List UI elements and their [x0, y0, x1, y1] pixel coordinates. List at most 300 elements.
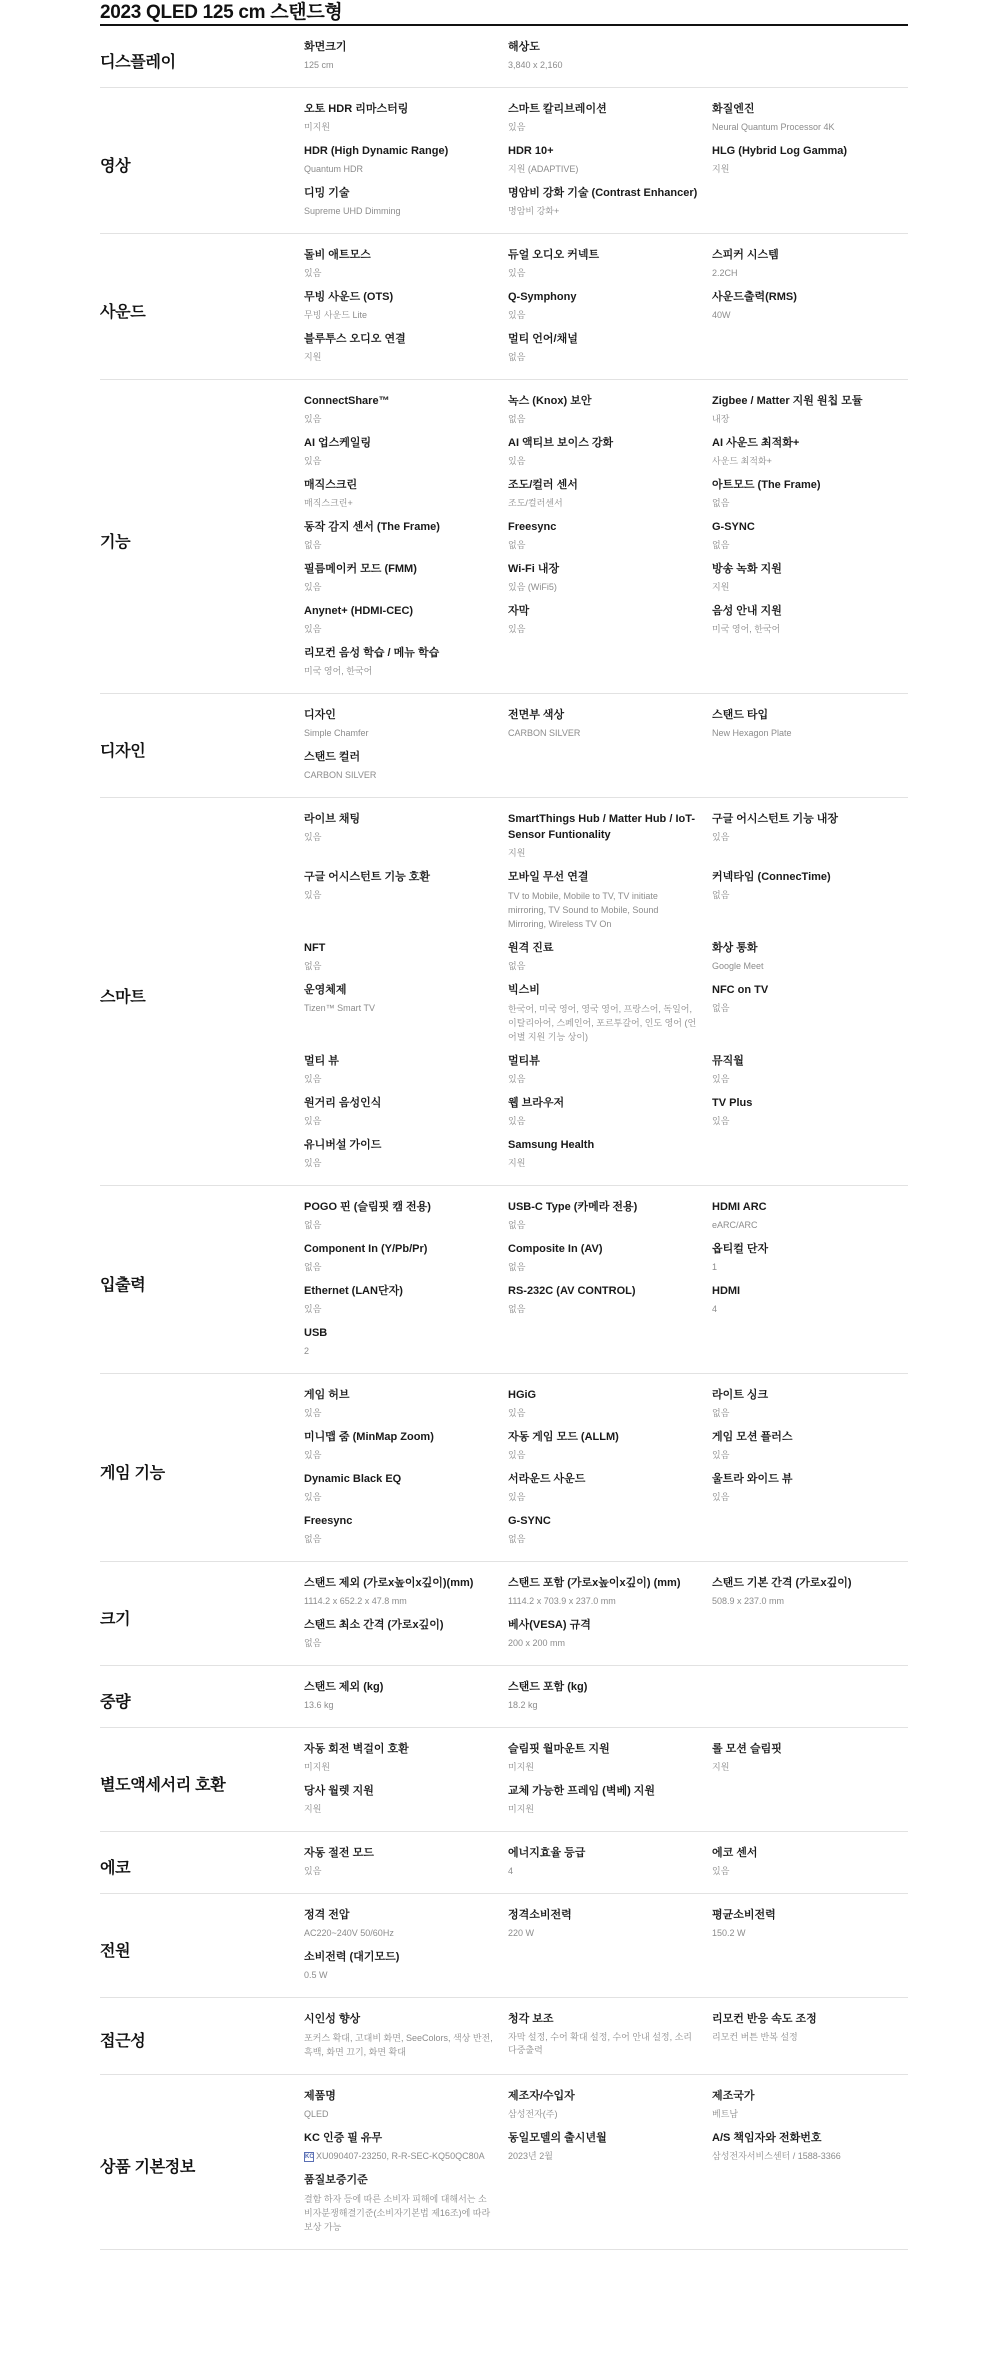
spec-label: 디자인	[304, 709, 336, 721]
spec-value: Simple Chamfer	[304, 728, 369, 738]
spec-item	[508, 1679, 712, 1712]
spec-label: 원거리 음성인식	[304, 1097, 382, 1109]
section-title: 상품 기본정보	[100, 2159, 196, 2176]
spec-label: Wi-Fi 내장	[508, 563, 560, 575]
spec-label: HDR 10+	[508, 145, 554, 157]
spec-label: 옵티컬 단자	[712, 1243, 769, 1255]
spec-item	[304, 561, 508, 594]
spec-section	[100, 380, 908, 694]
spec-label: AI 업스케일링	[304, 437, 372, 449]
spec-item	[304, 940, 508, 973]
spec-value: 2023년 2월	[508, 2151, 553, 2161]
section-title: 스마트	[100, 988, 146, 1006]
spec-label: 동일모델의 출시년월	[508, 2132, 607, 2144]
spec-value: 있음	[508, 122, 526, 132]
spec-value: 2.2CH	[712, 268, 738, 278]
spec-value: 있음	[304, 456, 322, 466]
spec-value: 있음	[304, 582, 322, 592]
section-title: 전원	[100, 1942, 131, 1960]
spec-item	[712, 1283, 908, 1316]
spec-item	[712, 1095, 908, 1128]
spec-value: 1	[712, 1262, 718, 1272]
spec-item	[304, 982, 508, 1044]
spec-label: TV Plus	[712, 1097, 753, 1109]
spec-label: 빅스비	[508, 984, 540, 996]
spec-label: NFC on TV	[712, 984, 769, 996]
spec-section	[100, 694, 908, 798]
spec-item	[508, 982, 712, 1044]
spec-value: 있음	[304, 1492, 322, 1502]
spec-grid	[304, 1741, 908, 1825]
spec-item	[304, 101, 508, 134]
spec-section	[100, 234, 908, 380]
spec-value: 지원	[508, 848, 526, 858]
spec-label: 오토 HDR 리마스터링	[304, 103, 409, 115]
spec-item	[508, 1783, 712, 1816]
spec-item	[508, 1429, 712, 1462]
spec-label: 스탠드 포함 (가로x높이x깊이) (mm)	[508, 1577, 681, 1589]
spec-label: 스탠드 최소 간격 (가로x깊이)	[304, 1619, 444, 1631]
spec-item	[712, 707, 908, 740]
spec-label: 자동 게임 모드 (ALLM)	[508, 1431, 619, 1443]
spec-item	[712, 811, 908, 860]
spec-grid	[304, 2088, 908, 2243]
spec-item	[508, 143, 712, 176]
spec-value: 150.2 W	[712, 1928, 746, 1938]
spec-value: 없음	[304, 961, 322, 971]
spec-grid	[304, 811, 908, 1179]
spec-label: 해상도	[508, 41, 540, 53]
spec-label: 블루투스 오디오 연결	[304, 333, 406, 345]
spec-label: Zigbee / Matter 지원 원칩 모듈	[712, 395, 863, 407]
spec-value: 125 cm	[304, 60, 334, 70]
spec-item	[304, 1325, 508, 1358]
spec-section	[100, 1666, 908, 1728]
spec-label: 멀티뷰	[508, 1055, 540, 1067]
spec-item	[508, 289, 712, 322]
spec-label: 동작 감지 센서 (The Frame)	[304, 521, 440, 533]
spec-value: 있음	[508, 1450, 526, 1460]
spec-label: 시인성 향상	[304, 2013, 361, 2025]
spec-item	[304, 519, 508, 552]
spec-value: 있음	[304, 1074, 322, 1084]
spec-item	[712, 2011, 908, 2059]
spec-item	[304, 869, 508, 931]
spec-label: 필름메이커 모드 (FMM)	[304, 563, 417, 575]
spec-item	[508, 1471, 712, 1504]
section-title: 게임 기능	[100, 1464, 165, 1482]
spec-label: 소비전력 (대기모드)	[304, 1951, 400, 1963]
spec-value: 200 x 200 mm	[508, 1638, 566, 1648]
spec-value: Quantum HDR	[304, 164, 364, 174]
spec-item	[508, 561, 712, 594]
spec-value: 없음	[304, 1638, 322, 1648]
spec-value: Supreme UHD Dimming	[304, 206, 401, 216]
spec-label: 뮤직월	[712, 1055, 744, 1067]
spec-value: 명암비 강화+	[508, 206, 560, 216]
spec-value: 지원	[712, 164, 730, 174]
spec-label: Ethernet (LAN단자)	[304, 1285, 403, 1297]
spec-value: 있음	[508, 1074, 526, 1084]
spec-item	[508, 603, 712, 636]
spec-label: 화질엔진	[712, 103, 755, 115]
spec-value: 한국어, 미국 영어, 영국 영어, 프랑스어, 독일어, 이탈리아어, 스페인어, 포르투갈어, 인도 영어 (언어별 지원 기능 상이)	[508, 1004, 697, 1042]
spec-value: CARBON SILVER	[508, 728, 581, 738]
section-title: 영상	[100, 157, 131, 175]
spec-grid	[304, 1575, 908, 1659]
spec-label: AI 액티브 보이스 강화	[508, 437, 614, 449]
spec-label: 울트라 와이드 뷰	[712, 1473, 793, 1485]
spec-item	[304, 2130, 508, 2163]
spec-value: 있음	[508, 268, 526, 278]
spec-label: 제품명	[304, 2090, 336, 2102]
spec-item	[712, 519, 908, 552]
spec-label: A/S 책임자와 전화번호	[712, 2132, 822, 2144]
spec-value: 있음 (WiFi5)	[508, 582, 557, 592]
section-title: 디스플레이	[100, 53, 176, 71]
section-title: 접근성	[100, 2033, 146, 2050]
spec-item	[712, 982, 908, 1044]
spec-item	[508, 1387, 712, 1420]
spec-item	[508, 185, 712, 218]
spec-value: TV to Mobile, Mobile to TV, TV initiate mirroring, TV Sound to Mobile, Sound Mirroring, Wireless TV On	[508, 891, 659, 929]
spec-grid	[304, 247, 908, 373]
spec-item	[508, 1741, 712, 1774]
spec-item	[712, 2088, 908, 2121]
spec-label: 화상 통화	[712, 942, 758, 954]
spec-label: 모바일 무선 연결	[508, 871, 589, 883]
spec-value: 있음	[712, 1492, 730, 1502]
spec-value: 지원	[712, 1762, 730, 1772]
spec-item	[304, 707, 508, 740]
spec-label: Freesync	[508, 521, 557, 533]
spec-value: 자막 설정, 수어 확대 설정, 수어 안내 설정, 소리 다중출력	[508, 2032, 692, 2055]
spec-item	[712, 143, 908, 176]
spec-value: 없음	[508, 961, 526, 971]
spec-value: 없음	[508, 1220, 526, 1230]
spec-label: 돌비 애트모스	[304, 249, 371, 261]
spec-item	[712, 561, 908, 594]
spec-section	[100, 1894, 908, 1998]
spec-label: 웹 브라우저	[508, 1097, 565, 1109]
spec-value: 지원 (ADAPTIVE)	[508, 164, 579, 174]
spec-section	[100, 1562, 908, 1666]
spec-label: 스탠드 제외 (가로x높이x깊이)(mm)	[304, 1577, 474, 1589]
spec-value: 0.5 W	[304, 1970, 328, 1980]
spec-value: 없음	[304, 540, 322, 550]
spec-section	[100, 1728, 908, 1832]
spec-item	[508, 1907, 712, 1940]
spec-value: 있음	[508, 1116, 526, 1126]
spec-value: 없음	[508, 1304, 526, 1314]
spec-value: 내장	[712, 414, 730, 424]
spec-value: 없음	[712, 1408, 730, 1418]
spec-value: 있음	[712, 1450, 730, 1460]
spec-value: 3,840 x 2,160	[508, 60, 563, 70]
spec-label: Composite In (AV)	[508, 1243, 603, 1255]
section-title: 중량	[100, 1693, 131, 1711]
spec-item	[712, 435, 908, 468]
spec-value: 없음	[712, 890, 730, 900]
spec-value: QLED	[304, 2109, 329, 2119]
spec-grid	[304, 1199, 908, 1367]
spec-label: 라이브 채팅	[304, 813, 361, 825]
spec-label: 에코 센서	[712, 1847, 758, 1859]
spec-value: 미지원	[508, 1804, 535, 1814]
spec-value: 있음	[304, 832, 322, 842]
spec-value: 없음	[508, 352, 526, 362]
spec-value: 없음	[304, 1534, 322, 1544]
spec-value: 있음	[304, 1116, 322, 1126]
spec-item	[304, 247, 508, 280]
spec-label: 유니버설 가이드	[304, 1139, 382, 1151]
spec-value: 삼성전자서비스센터 / 1588-3366	[712, 2151, 841, 2161]
spec-label: 구글 어시스턴트 기능 호환	[304, 871, 431, 883]
spec-item	[508, 811, 712, 860]
spec-item	[304, 1949, 508, 1982]
spec-value: 포커스 확대, 고대비 화면, SeeColors, 색상 반전, 흑백, 화면 끄기, 화면 확대	[304, 2033, 493, 2057]
spec-item	[304, 1283, 508, 1316]
spec-label: POGO 핀 (슬림핏 캠 전용)	[304, 1201, 431, 1213]
spec-label: 명암비 강화 기술 (Contrast Enhancer)	[508, 187, 698, 199]
spec-grid	[304, 2011, 908, 2068]
spec-section	[100, 1374, 908, 1562]
section-title: 크기	[100, 1610, 131, 1628]
spec-item	[304, 289, 508, 322]
spec-value: 없음	[508, 1262, 526, 1272]
spec-value: 2	[304, 1346, 310, 1356]
spec-label: 스탠드 타입	[712, 709, 769, 721]
spec-grid	[304, 1845, 908, 1887]
spec-value: Google Meet	[712, 961, 764, 971]
spec-label: 정격 전압	[304, 1909, 350, 1921]
spec-label: 멀티 언어/채널	[508, 333, 578, 345]
spec-label: USB-C Type (카메라 전용)	[508, 1201, 638, 1213]
spec-label: 베사(VESA) 규격	[508, 1619, 591, 1631]
spec-value: eARC/ARC	[712, 1220, 758, 1230]
spec-label: 리모컨 음성 학습 / 메뉴 학습	[304, 647, 440, 659]
spec-item	[508, 2130, 712, 2163]
spec-item	[304, 2172, 508, 2234]
kc-number: XU090407-23250, R-R-SEC-KQ50QC80A	[316, 2151, 485, 2161]
spec-item	[508, 1575, 712, 1608]
spec-label: Component In (Y/Pb/Pr)	[304, 1243, 428, 1255]
spec-label: 멀티 뷰	[304, 1055, 339, 1067]
spec-value: 4	[508, 1866, 514, 1876]
spec-label: 커넥타임 (ConnecTime)	[712, 871, 831, 883]
spec-value: Tizen™ Smart TV	[304, 1003, 376, 1013]
section-title: 기능	[100, 533, 131, 551]
spec-item	[304, 1783, 508, 1816]
spec-value: 있음	[508, 456, 526, 466]
spec-value: 조도/컬러센서	[508, 498, 563, 508]
spec-value: 없음	[508, 1534, 526, 1544]
spec-value: 미지원	[508, 1762, 535, 1772]
spec-label: 스마트 칼리브레이션	[508, 103, 607, 115]
spec-value: CARBON SILVER	[304, 770, 377, 780]
spec-label: 디밍 기술	[304, 187, 350, 199]
spec-value: 베트남	[712, 2109, 739, 2119]
spec-value: 1114.2 x 703.9 x 237.0 mm	[508, 1596, 616, 1606]
spec-item	[304, 2088, 508, 2121]
spec-grid	[304, 1907, 908, 1991]
spec-label: G-SYNC	[508, 1515, 551, 1527]
spec-label: HLG (Hybrid Log Gamma)	[712, 145, 848, 157]
spec-label: NFT	[304, 942, 326, 954]
spec-label: 에너지효율 등급	[508, 1847, 586, 1859]
spec-item	[712, 289, 908, 322]
spec-label: 리모컨 반응 속도 조정	[712, 2013, 817, 2025]
spec-item	[508, 1137, 712, 1170]
spec-item	[304, 1429, 508, 1462]
spec-value: 있음	[304, 624, 322, 634]
spec-label: 제조자/수입자	[508, 2090, 575, 2102]
spec-value: 없음	[304, 1220, 322, 1230]
spec-item	[304, 1741, 508, 1774]
spec-item	[712, 2130, 908, 2163]
spec-label: 게임 모션 플러스	[712, 1431, 793, 1443]
spec-item	[304, 1241, 508, 1274]
spec-item	[304, 143, 508, 176]
spec-value: 13.6 kg	[304, 1700, 334, 1710]
spec-value: 18.2 kg	[508, 1700, 538, 1710]
spec-item	[712, 1741, 908, 1774]
section-title: 별도액세서리 호환	[100, 1776, 226, 1794]
spec-value: 지원	[508, 1158, 526, 1168]
spec-item	[304, 1617, 508, 1650]
spec-value: 있음	[304, 1450, 322, 1460]
spec-label: Anynet+ (HDMI-CEC)	[304, 605, 414, 617]
spec-item	[304, 1513, 508, 1546]
spec-item	[304, 393, 508, 426]
spec-item	[508, 247, 712, 280]
spec-value: 있음	[508, 310, 526, 320]
spec-item	[508, 435, 712, 468]
spec-label: 제조국가	[712, 2090, 755, 2102]
spec-label: ConnectShare™	[304, 395, 390, 407]
spec-item	[712, 393, 908, 426]
spec-label: 품질보증기준	[304, 2174, 368, 2186]
spec-item	[304, 1679, 508, 1712]
spec-item	[304, 645, 508, 678]
spec-grid	[304, 707, 908, 791]
spec-value: 지원	[712, 582, 730, 592]
spec-label: 아트모드 (The Frame)	[712, 479, 821, 491]
spec-item	[508, 1513, 712, 1546]
spec-value: 미지원	[304, 1762, 331, 1772]
spec-label: 미니맵 줌 (MinMap Zoom)	[304, 1431, 434, 1443]
spec-label: 청각 보조	[508, 2013, 554, 2025]
spec-item	[712, 477, 908, 510]
spec-item	[712, 869, 908, 931]
spec-label: HDMI ARC	[712, 1201, 767, 1213]
spec-item	[712, 1199, 908, 1232]
spec-label: 슬림핏 월마운트 지원	[508, 1743, 610, 1755]
spec-value: 있음	[304, 1304, 322, 1314]
spec-value: 사운드 최적화+	[712, 456, 772, 466]
spec-label: 정격소비전력	[508, 1909, 572, 1921]
spec-value: Neural Quantum Processor 4K	[712, 122, 835, 132]
spec-item	[508, 2088, 712, 2121]
spec-item	[712, 101, 908, 134]
spec-item	[508, 519, 712, 552]
spec-item	[712, 1575, 908, 1608]
spec-item	[508, 1199, 712, 1232]
spec-item	[712, 1387, 908, 1420]
spec-value: 미지원	[304, 122, 331, 132]
page-title: 2023 QLED 125 cm 스탠드형	[100, 0, 908, 26]
spec-value: 220 W	[508, 1928, 535, 1938]
spec-grid	[304, 101, 908, 227]
spec-section	[100, 88, 908, 234]
spec-item	[304, 477, 508, 510]
spec-item	[508, 101, 712, 134]
spec-item	[508, 2011, 712, 2059]
spec-value: 508.9 x 237.0 mm	[712, 1596, 785, 1606]
spec-value	[304, 2150, 494, 2163]
spec-section	[100, 1832, 908, 1894]
spec-value: 삼성전자(주)	[508, 2109, 558, 2119]
spec-item	[508, 331, 712, 364]
spec-label: 자막	[508, 605, 530, 617]
spec-label: G-SYNC	[712, 521, 755, 533]
spec-item	[304, 1095, 508, 1128]
spec-value: 있음	[508, 624, 526, 634]
spec-label: 스탠드 기본 간격 (가로x깊이)	[712, 1577, 852, 1589]
spec-value: 없음	[304, 1262, 322, 1272]
spec-value: 있음	[304, 1866, 322, 1876]
spec-item	[304, 331, 508, 364]
spec-label: Dynamic Black EQ	[304, 1473, 402, 1485]
spec-section	[100, 26, 908, 88]
spec-item	[304, 435, 508, 468]
spec-value: 있음	[712, 1074, 730, 1084]
spec-label: 스탠드 포함 (kg)	[508, 1681, 588, 1693]
spec-label: 스탠드 컬러	[304, 751, 361, 763]
spec-value: 없음	[508, 414, 526, 424]
section-title: 디자인	[100, 742, 146, 760]
spec-item	[712, 603, 908, 636]
spec-item	[304, 1471, 508, 1504]
kc-certification-icon: KC	[305, 2153, 314, 2160]
spec-label: 구글 어시스턴트 기능 내장	[712, 813, 839, 825]
spec-label: 조도/컬러 센서	[508, 479, 578, 491]
spec-label: 자동 회전 벽걸이 호환	[304, 1743, 409, 1755]
spec-item	[508, 1283, 712, 1316]
spec-value: New Hexagon Plate	[712, 728, 792, 738]
spec-item	[304, 185, 508, 218]
spec-label: KC 인증 필 유무	[304, 2132, 383, 2144]
spec-label: 화면크기	[304, 41, 347, 53]
spec-label: SmartThings Hub / Matter Hub / IoT-Sensor Funtionality	[508, 813, 695, 841]
spec-item	[304, 1199, 508, 1232]
spec-item	[508, 1053, 712, 1086]
spec-label: HDMI	[712, 1285, 741, 1297]
spec-value: 미국 영어, 한국어	[304, 666, 373, 676]
spec-value: 매직스크린+	[304, 498, 353, 508]
spec-value: 없음	[712, 498, 730, 508]
spec-item	[304, 2011, 508, 2059]
spec-value: 있음	[712, 1116, 730, 1126]
spec-item	[712, 1053, 908, 1086]
spec-label: 녹스 (Knox) 보안	[508, 395, 592, 407]
spec-label: Samsung Health	[508, 1139, 595, 1151]
spec-label: Freesync	[304, 1515, 353, 1527]
spec-label: HDR (High Dynamic Range)	[304, 145, 449, 157]
spec-label: USB	[304, 1327, 328, 1339]
spec-grid	[304, 39, 908, 81]
spec-item	[712, 1845, 908, 1878]
